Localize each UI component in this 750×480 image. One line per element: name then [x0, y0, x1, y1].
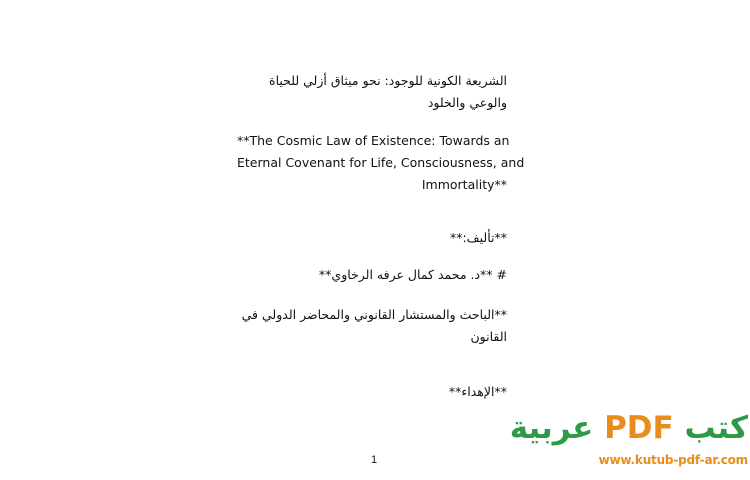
- page-number: 1: [371, 454, 378, 466]
- dedication-heading: [237, 381, 507, 403]
- english-title-line-3: Immortality**: [421, 177, 507, 192]
- author-label-text: **تأليف:**: [449, 230, 507, 245]
- arabic-title-line-2: والوعي والخلود: [427, 95, 507, 110]
- arabic-title: [237, 70, 507, 114]
- watermark-word-pdf: PDF: [604, 410, 674, 446]
- watermark-logo: [509, 408, 750, 480]
- dedication-text: **الإهداء**: [448, 384, 507, 399]
- watermark-word-books: كتب: [684, 410, 748, 446]
- author-description-line-2: القانون: [470, 329, 507, 344]
- author-label: [237, 227, 507, 249]
- english-title-line-2: Eternal Covenant for Life, Consciousness, and: [237, 155, 525, 170]
- english-title: [237, 130, 525, 196]
- watermark-title: [510, 408, 748, 448]
- watermark-word-arabic: عربية: [509, 410, 594, 446]
- author-name: [237, 264, 507, 286]
- author-description: [237, 304, 507, 348]
- author-name-text: # **د. محمد كمال عرفه الرخاوي**: [318, 267, 507, 282]
- author-description-line-1: **الباحث والمستشار القانوني والمحاضر الدولي في: [241, 307, 507, 322]
- arabic-title-line-1: الشريعة الكونية للوجود: نحو ميثاق أزلي للحياة: [269, 73, 507, 88]
- watermark-url: www.kutub-pdf-ar.com: [598, 453, 748, 467]
- english-title-line-1: **The Cosmic Law of Existence: Towards an: [237, 133, 510, 148]
